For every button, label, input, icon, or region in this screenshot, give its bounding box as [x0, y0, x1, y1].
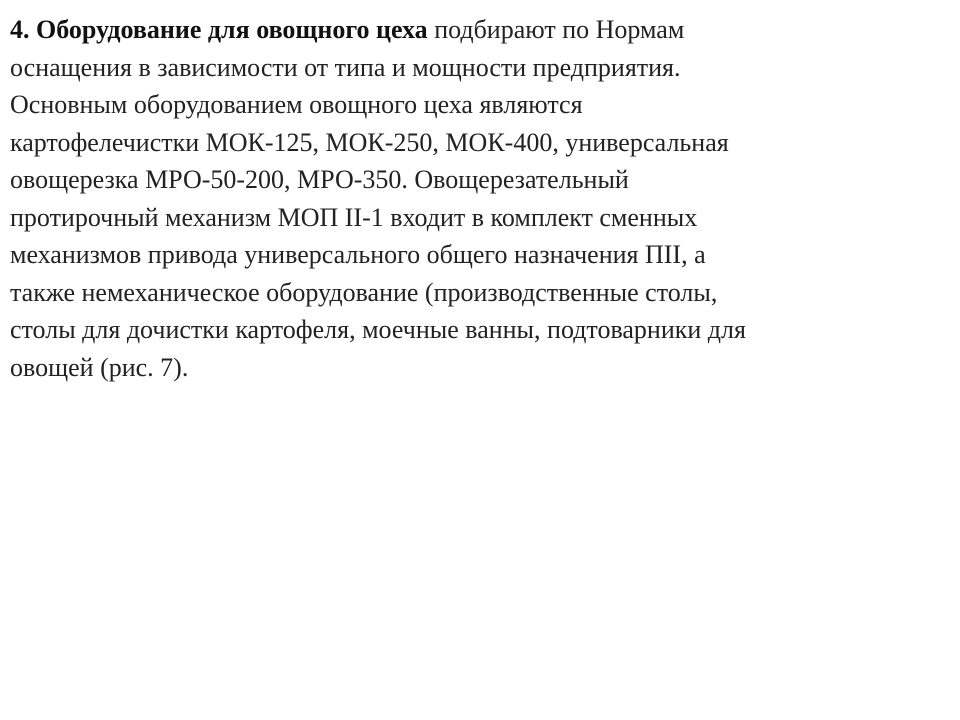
paragraph-line-3: Основным оборудованием овощного цеха являются	[10, 90, 583, 119]
section-number: 4.	[10, 15, 30, 44]
paragraph-line-4: картофелечистки МОК-125, МОК-250, МОК-400, универсальная	[10, 127, 729, 157]
paragraph-line-2: оснащения в зависимости от типа и мощности предприятия.	[10, 52, 681, 82]
paragraph-line-8: также немеханическое оборудование (производственные столы,	[10, 277, 718, 307]
paragraph-line-6: протирочный механизм МОП II-1 входит в комплект сменных	[10, 202, 698, 232]
line-1-text: подбирают по Нормам	[427, 15, 685, 44]
section-heading: Оборудование для овощного цеха	[36, 15, 428, 44]
body-paragraph	[10, 11, 955, 386]
paragraph-line-10: овощей (рис. 7).	[10, 352, 189, 382]
paragraph-line-7: механизмов привода универсального общего назначения ПII, а	[10, 240, 706, 269]
paragraph-line-1	[10, 11, 955, 49]
paragraph-line-5: овощерезка МРО-50-200, МРО-350. Овощерезательный	[10, 165, 629, 194]
paragraph-line-9: столы для дочистки картофеля, моечные ванны, подтоварники для	[10, 315, 746, 344]
